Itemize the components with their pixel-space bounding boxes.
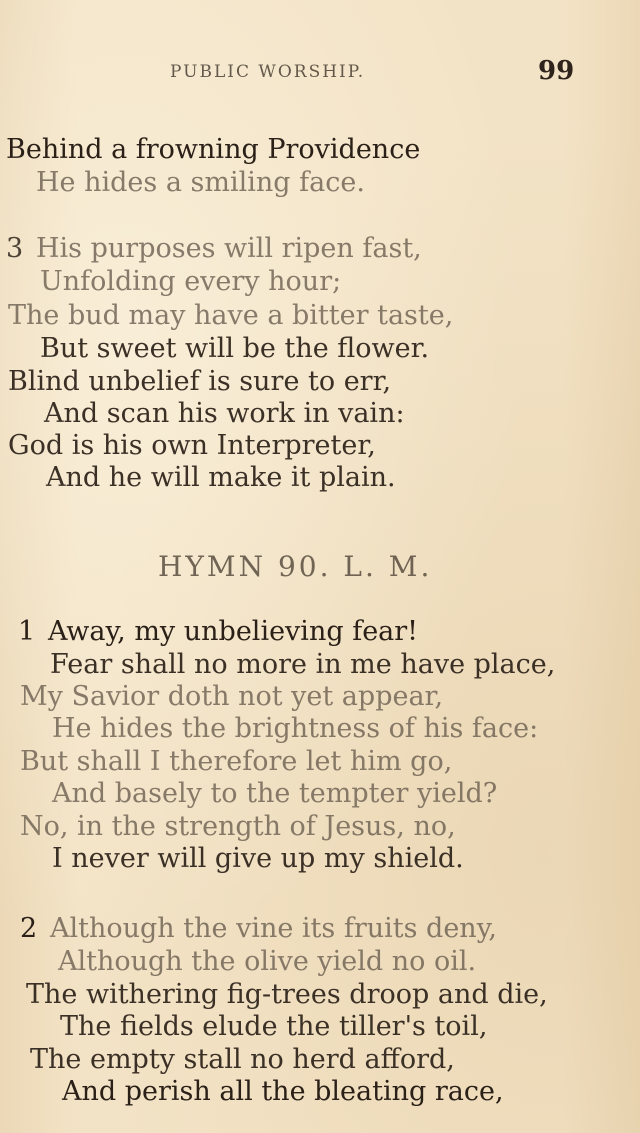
verse-line: And perish all the bleating race,: [62, 1076, 504, 1107]
verse-line-numbered: [18, 616, 418, 648]
running-head: PUBLIC WORSHIP.: [170, 62, 366, 82]
verse-number: 1: [18, 616, 36, 647]
hymn-title: HYMN 90. L. M.: [158, 550, 433, 583]
verse-line-numbered: [6, 233, 422, 265]
page-number: 99: [538, 56, 575, 86]
verse-line: Fear shall no more in me have place,: [50, 649, 556, 680]
verse-text: Away, my unbelieving fear!: [48, 616, 419, 647]
verse-number: 2: [20, 913, 38, 944]
verse-line: Although the olive yield no oil.: [58, 946, 477, 977]
verse-line: He hides the brightness of his face:: [52, 713, 539, 744]
verse-line: But sweet will be the flower.: [40, 333, 430, 364]
verse-line: The withering fig-trees droop and die,: [26, 979, 548, 1010]
verse-text: Although the vine its fruits deny,: [50, 913, 497, 944]
verse-line: Blind unbelief is sure to err,: [8, 366, 392, 397]
verse-line: But shall I therefore let him go,: [20, 746, 453, 777]
verse-line: He hides a smiling face.: [36, 167, 365, 198]
verse-line: Unfolding every hour;: [40, 266, 342, 297]
verse-line: No, in the strength of Jesus, no,: [20, 811, 456, 842]
verse-line-numbered: [20, 913, 497, 945]
verse-line: God is his own Interpreter,: [8, 430, 376, 461]
verse-line: The bud may have a bitter taste,: [8, 300, 454, 331]
verse-line: And basely to the tempter yield?: [52, 778, 498, 809]
verse-line: I never will give up my shield.: [52, 843, 464, 874]
verse-text: His purposes will ripen fast,: [36, 233, 422, 264]
verse-line: The fields elude the tiller's toil,: [60, 1011, 488, 1042]
verse-line: Behind a frowning Providence: [6, 134, 421, 165]
verse-line: My Savior doth not yet appear,: [20, 681, 444, 712]
verse-line: And he will make it plain.: [46, 462, 396, 493]
verse-number: 3: [6, 233, 24, 264]
verse-line: The empty stall no herd afford,: [30, 1044, 455, 1075]
verse-line: And scan his work in vain:: [44, 398, 405, 429]
